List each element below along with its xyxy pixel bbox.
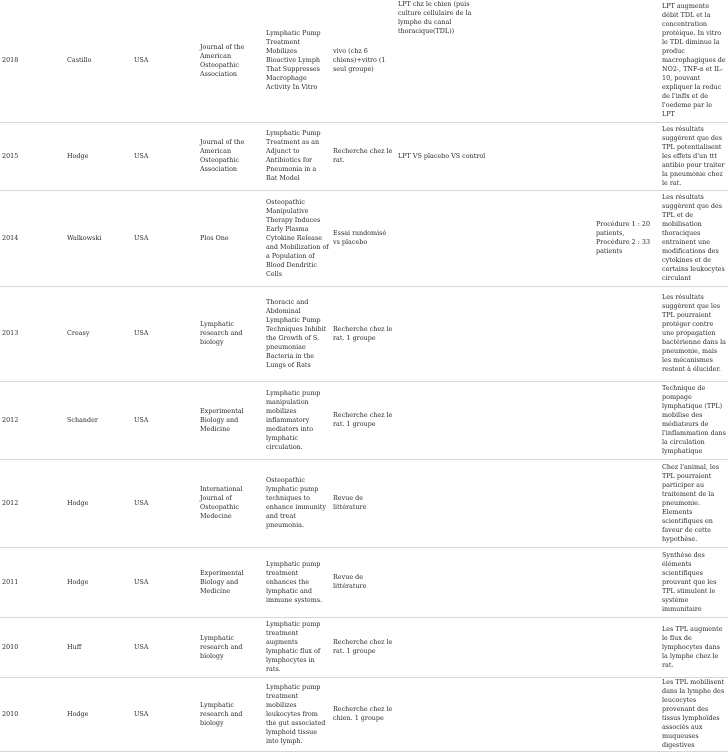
population-cell [594,381,660,459]
country-cell: USA [132,677,198,751]
design-cell: Recherche chez le chien. 1 groupe [331,677,396,751]
design-cell: Recherche chez le rat. 1 groupe [331,617,396,677]
table-row [0,547,728,617]
design-cell: vivo (chz 6 chiens)+vitro (1 seul groupe) [331,0,396,122]
author-cell: Hodge [65,459,132,547]
country-cell: USA [132,547,198,617]
empty-cell [495,0,594,122]
population-cell [594,677,660,751]
country-cell: USA [132,381,198,459]
year-cell: 2018 [0,0,65,122]
table-row [0,617,728,677]
author-cell: Hodge [65,677,132,751]
title-cell: Osteopathic lymphatic pump techniques to enhance immunity and treat pneumonia. [264,459,331,547]
empty-cell [495,286,594,381]
empty-cell [495,677,594,751]
population-cell [594,617,660,677]
population-cell [594,122,660,190]
empty-cell [495,547,594,617]
journal-cell: Experimental Biology and Medicine [198,381,264,459]
year-cell: 2015 [0,122,65,190]
journal-cell: Plos One [198,190,264,286]
objective-cell [396,190,495,286]
country-cell: USA [132,0,198,122]
population-cell: Procédure 1 : 20 patients, Procédure 2 : 33 patients [594,190,660,286]
author-cell: Huff [65,617,132,677]
author-cell: Schander [65,381,132,459]
result-cell: Les TPL augmente le flux de lymphocytes dans la lymphe chez le rat. [660,617,728,677]
result-cell: Chez l'animal, les TPL pourraient participer au traitement de la pneumonie. Elements scientifiques en faveur de cette hypothèse. [660,459,728,547]
result-cell: Les résultats suggèrent que des TPL et de mobilisation thoraciques entrainent une modifications des cytokines et de certains leukocytes circulant [660,190,728,286]
objective-cell [396,677,495,751]
journal-cell: Journal of the American Osteopathic Association [198,122,264,190]
journal-cell: Lymphatic research and biology [198,677,264,751]
result-cell: Les TPL mobilisent dans la lymphe des leucocytes provenant des tissus lymphoïdes associés aux muqueuses digestives [660,677,728,751]
title-cell: Lymphatic pump manipulation mobilizes inflammatory mediators into lymphatic circulation. [264,381,331,459]
year-cell: 2010 [0,617,65,677]
journal-cell: International Journal of Osteopathic Medecine [198,459,264,547]
author-cell: Walkowski [65,190,132,286]
table-row [0,0,728,122]
country-cell: USA [132,459,198,547]
title-cell: Thoracic and Abdominal Lymphatic Pump Techniques Inhibit the Growth of S. pneumoniae Bacteria in the Lungs of Rats [264,286,331,381]
empty-cell [495,122,594,190]
author-cell: Creasy [65,286,132,381]
empty-cell [495,617,594,677]
country-cell: USA [132,617,198,677]
design-cell: Recherche chez le rat. [331,122,396,190]
population-cell [594,286,660,381]
year-cell: 2012 [0,459,65,547]
year-cell: 2012 [0,381,65,459]
year-cell: 2014 [0,190,65,286]
design-cell: Revue de littérature [331,547,396,617]
journal-cell: Experimental Biology and Medicine [198,547,264,617]
author-cell: Hodge [65,122,132,190]
country-cell: USA [132,286,198,381]
empty-cell [495,190,594,286]
objective-cell: LPT VS placebo VS control [396,122,495,190]
design-cell: Revue de littérature [331,459,396,547]
title-cell: Lymphatic Pump Treatment Mobilizes Bioactive Lymph That Suppresses Macrophage Activity In Vitro [264,0,331,122]
result-cell: Les résultats suggérent que des TPL potentialisent les effets d'un ttt antibio pour traiter la pneumonie chez le rat. [660,122,728,190]
journal-cell: Journal of the American Osteopathic Association [198,0,264,122]
result-cell: Technique de pompage lymphatique (TPL) mobilise des médiateurs de l'inflammation dans la circulation lymphatique [660,381,728,459]
table-row [0,381,728,459]
year-cell: 2013 [0,286,65,381]
population-cell [594,0,660,122]
design-cell: Essai randomisé vs placebo [331,190,396,286]
objective-cell [396,459,495,547]
title-cell: Lymphatic Pump Treatment as an Adjunct to Antibiotics for Pneumonia in a Rat Model [264,122,331,190]
empty-cell [495,459,594,547]
table-row [0,459,728,547]
objective-cell [396,617,495,677]
objective-cell [396,381,495,459]
objective-cell: LPT chz le chien (puis culture cellulaire de la lymphe du canal thoracique(TDL)) [396,0,495,122]
title-cell: Lymphatic pump treatment enhances the lymphatic and immune systems. [264,547,331,617]
country-cell: USA [132,190,198,286]
objective-cell [396,286,495,381]
population-cell [594,459,660,547]
result-cell: LPT augmente débit TDL et la concentration protéique. In vitro le TDL diminue la produc macrophagiques de NO2-, TNF-α et IL-10, pouvant expliquer la reduc de l'inflx et de l'oedeme par le LPT [660,0,728,122]
population-cell [594,547,660,617]
design-cell: Recherche chez le rat. 1 groupe [331,286,396,381]
table-row [0,190,728,286]
result-cell: Synthèse des éléments scientifiques prouvant que les TPL stimulent le système immunitaire [660,547,728,617]
table-row [0,677,728,751]
year-cell: 2010 [0,677,65,751]
country-cell: USA [132,122,198,190]
empty-cell [495,381,594,459]
author-cell: Hodge [65,547,132,617]
title-cell: Lymphatic pump treatment mobilizes leukocytes from the gut associated lymphoid tissue into lymph. [264,677,331,751]
design-cell: Recherche chez le rat. 1 groupe [331,381,396,459]
journal-cell: Lymphatic research and biology [198,286,264,381]
table-row [0,286,728,381]
objective-cell [396,547,495,617]
table-row [0,122,728,190]
author-cell: Castillo [65,0,132,122]
title-cell: Osteopathic Manipulative Therapy Induces Early Plasma Cytokine Release and Mobilization of a Population of Blood Dendritic Cells [264,190,331,286]
title-cell: Lymphatic pump treatment augments lymphatic flux of lymphocytes in rats. [264,617,331,677]
result-cell: Les résultats suggèrent que les TPL pourraient protéger contre une propagation bactérienne dans la pneumonie, mais les mécanismes restent à élucider. [660,286,728,381]
journal-cell: Lymphatic research and biology [198,617,264,677]
year-cell: 2011 [0,547,65,617]
